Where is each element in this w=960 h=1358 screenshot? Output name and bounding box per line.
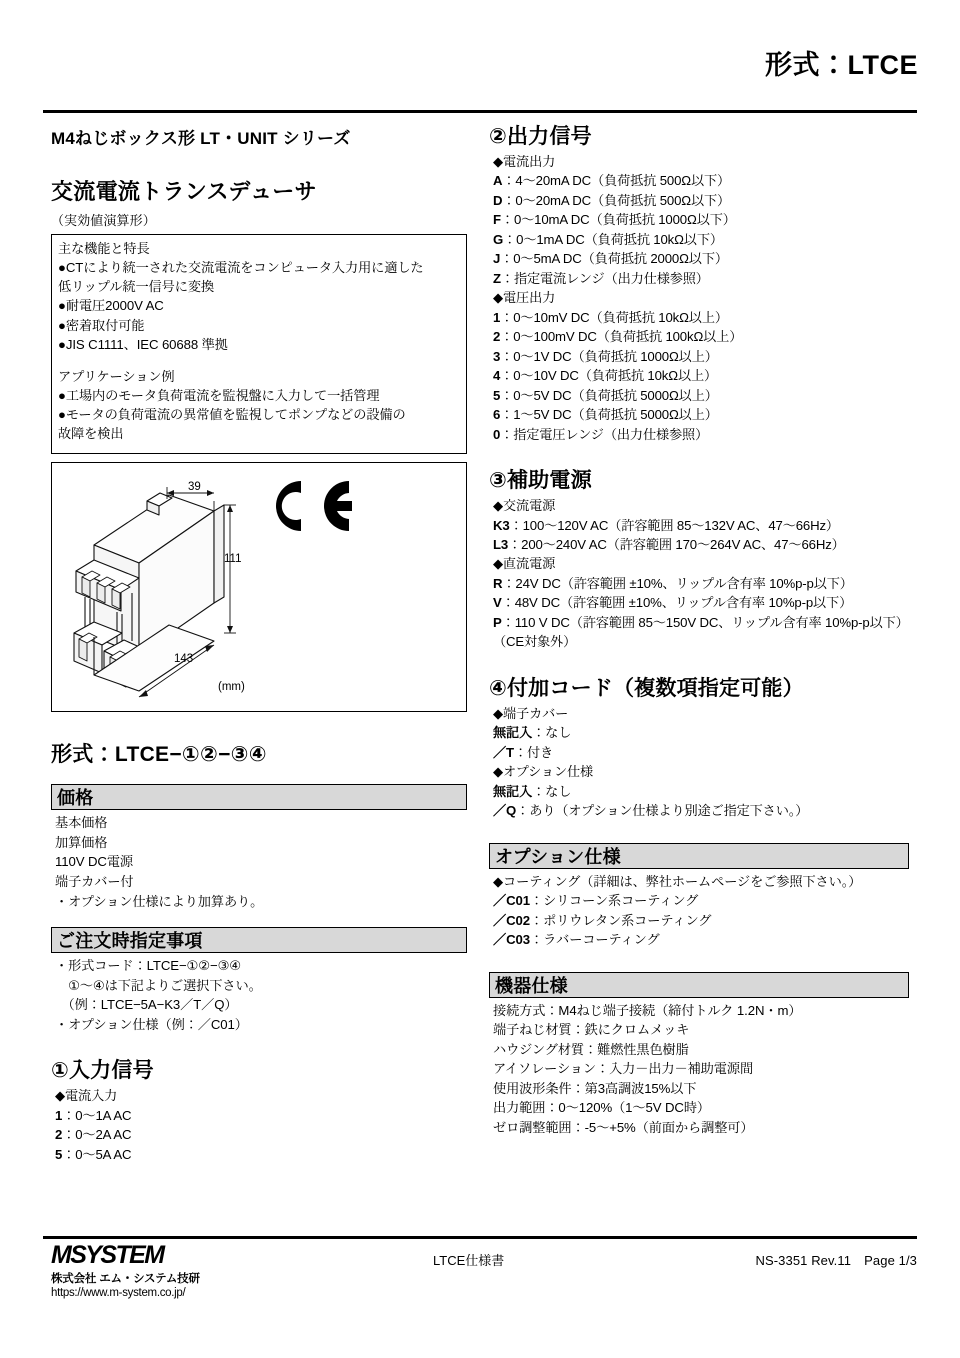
left-column [43,118,471,1164]
logo-wordmark: MSYSTEM [51,1241,164,1269]
page-title: 形式：LTCE [765,50,918,80]
company-url[interactable]: https://www.m-system.co.jp/ [51,1287,186,1299]
output-option [493,347,917,366]
output-option-code: D [493,192,503,208]
section-header-ordering [51,927,467,953]
input-option-code: 5 [55,1146,63,1162]
coating-option-desc: ：シリコーン系コーティング [529,893,699,909]
price-line: ・オプション仕様により加算あり。 [55,893,264,909]
output-option-desc: ：0～20mA DC（負荷抵抗 500Ω以下） [502,192,731,208]
aux-option-desc: ：100～120V AC（許容範囲 85～132V AC、47～66Hz） [509,517,839,533]
input-option [55,1106,471,1125]
device-spec-line: ハウジング材質：難燃性黒色樹脂 [493,1041,689,1057]
output-option [493,386,917,405]
aux-option-code: R [493,575,503,591]
extra-option-desc: ：なし [532,725,572,741]
feature-item: ●JIS C1111、IEC 60688 準拠 [58,336,228,352]
output-option-code: G [493,231,504,247]
output-option [493,366,917,385]
extra-option-code: ／T [493,744,514,760]
device-spec-line: 使用波形条件：第3高調波15%以下 [493,1080,697,1096]
ordering-body [55,956,471,1034]
dimension-width: 39 [188,481,201,494]
price-title: 価格 [57,788,94,809]
section-header-option-spec [489,843,909,869]
aux-option-code: K3 [493,517,510,533]
output-option-desc: ：0～10V DC（負荷抵抗 10kΩ以上） [500,368,718,384]
aux-option-desc: ：110 V DC（許容範囲 85～150V DC、リップル含有率 10%p-p以下） [501,614,909,630]
output-option-code: 2 [493,329,501,345]
aux-option-desc: ：48V DC（許容範囲 ±10%、リップル含有率 10%p-p以下） [501,595,853,611]
output-option-desc: ：0～5V DC（負荷抵抗 5000Ω以上） [500,387,718,403]
aux-option-desc: ：24V DC（許容範囲 ±10%、リップル含有率 10%p-p以下） [502,575,853,591]
option-spec-title: オプション仕様 [495,846,621,867]
input-option-code: 1 [55,1107,63,1123]
device-spec-line: アイソレーション：入力－出力－補助電源間 [493,1061,754,1077]
option-spec-body [493,872,917,950]
output-signal-title: ②出力信号 [489,125,592,148]
extra-option [493,801,917,820]
output-option-code: 4 [493,368,501,384]
ordering-line: （例：LTCE−5A−K3／T／Q） [55,997,238,1013]
module-isometric-drawing [64,465,394,713]
input-signal-list [55,1086,471,1164]
application-heading: アプリケーション例 [58,368,175,384]
application-item: ●モータの負荷電流の異常値を監視してポンプなどの設備の [58,407,406,423]
product-title: 交流電流トランスデューサ [51,179,317,204]
input-option-code: 2 [55,1127,63,1143]
ordering-line: ・形式コード：LTCE−①②−③④ [55,958,242,974]
coating-subhead: ◆コーティング（詳細は、弊社ホームページをご参照下さい。） [493,873,862,889]
extra-option-code: ／Q [493,803,517,819]
aux-option-code: V [493,595,502,611]
features-box [51,234,467,454]
product-drawing-box [51,462,467,712]
option-spec-subhead: ◆オプション仕様 [493,764,594,780]
input-option-desc: ：0～1A AC [62,1107,132,1123]
dimension-unit: (mm) [218,681,245,694]
extra-option-desc: ：付き [513,744,554,760]
section-header-price [51,784,467,810]
coating-option-code: ／C03 [493,932,530,948]
aux-note: （CE対象外） [493,634,577,650]
top-divider [43,110,917,113]
output-option-code: 6 [493,407,501,423]
output-option-code: 0 [493,426,501,442]
output-option-desc: ：4～20mA DC（負荷抵抗 500Ω以下） [502,173,731,189]
input-option-desc: ：0～5A AC [62,1146,132,1162]
application-item: 故障を検出 [58,426,124,442]
section-header-device-spec [489,972,909,998]
extra-option-desc: ：あり（オプション仕様より別途ご指定下さい。） [516,803,809,819]
aux-option [493,574,917,593]
feature-item: ●耐電圧2000V AC [58,298,164,314]
device-spec-line: 出力範囲：0～120%（1～5V DC時） [493,1100,711,1116]
output-option-desc: ：0～5mA DC（負荷抵抗 2000Ω以下） [500,251,728,267]
output-option-code: J [493,251,501,267]
output-option [493,327,917,346]
right-column [489,118,917,1164]
extra-option [493,723,917,742]
coating-option [493,930,917,950]
product-subtitle: （実効値演算形） [51,213,156,228]
footer-divider [43,1236,917,1239]
coating-option-desc: ：ポリウレタン系コーティング [529,912,712,928]
document-reference: NS-3351 Rev.11 Page 1/3 [755,1253,917,1268]
output-option-code: 5 [493,387,501,403]
dimension-depth: 143 [174,653,194,666]
extra-option-code: 無記入 [493,725,533,741]
aux-option-code: L3 [493,536,509,552]
output-voltage-subhead: ◆電圧出力 [493,290,556,306]
output-option [493,405,917,424]
application-item: ●工場内のモータ負荷電流を監視盤に入力して一括管理 [58,387,380,403]
output-option-desc: ：0～100mV DC（負荷抵抗 100kΩ以上） [500,329,743,345]
feature-item: ●CTにより統一された交流電流をコンピュータ入力用に適した [58,260,424,276]
price-line: 基本価格 [55,815,108,831]
terminal-cover-subhead: ◆端子カバー [493,705,569,721]
coating-option-code: ／C01 [493,893,530,909]
input-signal-title: ①入力信号 [51,1059,154,1083]
output-option [493,308,917,327]
price-line: 端子カバー付 [55,874,134,889]
output-option [493,230,917,249]
output-option-code: Z [493,270,501,286]
coating-option-code: ／C02 [493,912,530,928]
output-option [493,210,917,229]
device-spec-line: ゼロ調整範囲：-5～+5%（前面から調整可） [493,1119,754,1135]
aux-ac-subhead: ◆交流電源 [493,498,556,514]
input-option-desc: ：0～2A AC [62,1127,132,1143]
aux-power-title: ③補助電源 [489,469,592,493]
price-body [55,813,471,911]
output-option-desc: ：指定電流レンジ（出力仕様参照） [500,270,709,286]
output-option-desc: ：0～1V DC（負荷抵抗 1000Ω以上） [500,348,718,364]
output-option-code: 3 [493,348,501,364]
ordering-line: ①～④は下記よりご選択下さい。 [55,977,262,993]
output-option-code: A [493,173,503,189]
extra-option-desc: ：なし [532,783,572,799]
device-spec-line: 接続方式：M4ねじ端子接続（締付トルク 1.2N・m） [493,1002,802,1018]
feature-item: 低リップル統一信号に変換 [58,279,214,295]
aux-option-desc: ：200～240V AC（許容範囲 170～264V AC、47～66Hz） [508,536,845,552]
features-heading: 主な機能と特長 [58,241,150,256]
price-line: 加算価格 [55,834,108,850]
aux-option [493,593,917,612]
device-spec-line: 端子ねじ材質：鉄にクロムメッキ [493,1022,690,1038]
extra-option [493,782,917,801]
series-title: M4ねじボックス形 LT・UNIT シリーズ [51,129,351,148]
coating-option-desc: ：ラバーコーティング [529,932,660,948]
dimension-height: 111 [224,553,242,566]
coating-option [493,891,917,911]
input-current-subhead: ◆電流入力 [55,1088,118,1104]
output-current-subhead: ◆電流出力 [493,154,556,169]
output-option [493,171,917,190]
input-option [55,1145,471,1164]
ordering-line: ・オプション仕様（例：／C01） [55,1016,248,1032]
output-option-desc: ：指定電圧レンジ（出力仕様参照） [500,426,709,442]
coating-option [493,911,917,931]
ordering-title: ご注文時指定事項 [57,931,203,952]
output-option-desc: ：0～10mV DC（負荷抵抗 10kΩ以上） [500,309,728,325]
aux-option-code: P [493,614,502,630]
extra-option-code: 無記入 [493,783,533,799]
aux-option [493,535,917,554]
extra-option [493,743,917,762]
output-option-desc: ：0～1mA DC（負荷抵抗 10kΩ以下） [503,231,723,247]
extra-code-list [493,704,917,821]
aux-option [493,516,917,535]
device-spec-title: 機器仕様 [495,975,568,996]
features-spacer [58,354,460,367]
output-option-desc: ：0～10mA DC（負荷抵抗 1000Ω以下） [500,212,736,228]
output-option [493,269,917,288]
extra-code-title: ④付加コード（複数項指定可能） [489,676,804,700]
output-signal-list [493,152,917,444]
content-columns [43,118,917,1164]
aux-dc-subhead: ◆直流電源 [493,556,556,572]
output-option [493,249,917,268]
price-line: 110V DC電源 [55,854,134,870]
document-name: LTCE仕様書 [433,1253,505,1268]
aux-power-list [493,496,917,652]
feature-item: ●密着取付可能 [58,317,145,333]
output-option-desc: ：1～5V DC（負荷抵抗 5000Ω以上） [500,407,718,423]
company-logo [51,1243,200,1299]
output-option-code: F [493,212,501,228]
model-code: 形式：LTCE−①②−③④ [51,743,267,767]
output-option [493,191,917,210]
output-option-code: 1 [493,309,501,325]
aux-option [493,613,917,632]
device-spec-body [493,1001,917,1138]
output-option [493,425,917,444]
company-name: 株式会社 エム・システム技研 [51,1273,200,1285]
input-option [55,1125,471,1144]
